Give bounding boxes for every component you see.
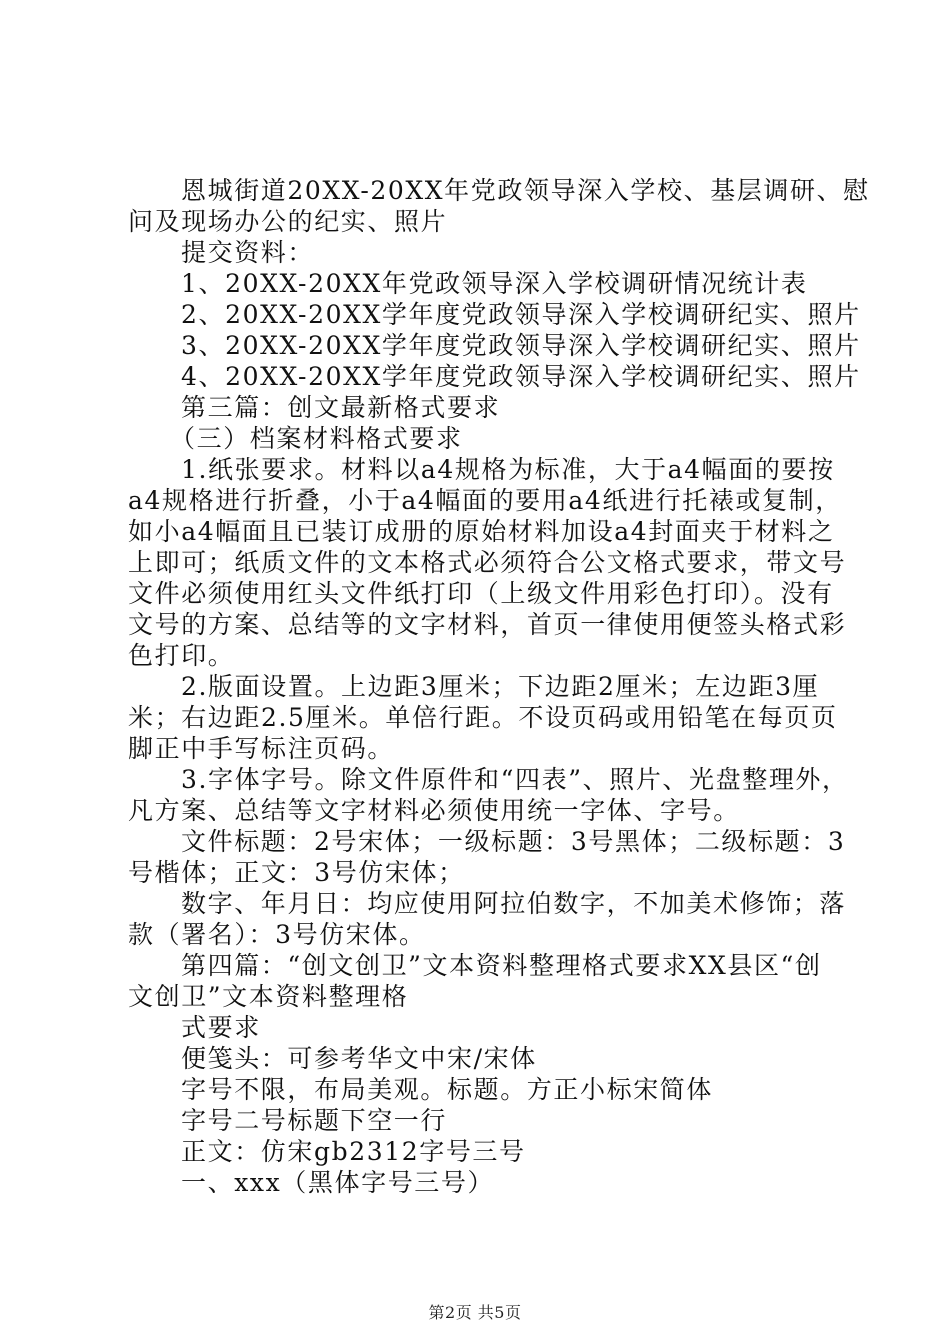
section-heading: 第四篇：“创文创卫”文本资料整理格式要求XX县区“创 (181, 951, 822, 980)
text-line: 提交资料： (181, 238, 315, 267)
text-line: 1、20XX-20XX年党政领导深入学校调研情况统计表 (181, 269, 808, 298)
text-line: 凡方案、总结等文字材料必须使用统一字体、字号。 (128, 796, 740, 825)
text-line: 便笺头：可参考华文中宋/宋体 (181, 1044, 537, 1073)
text-line: 上即可；纸质文件的文本格式必须符合公文格式要求，带文号 (128, 548, 847, 577)
text-line: 如小a4幅面且已装订成册的原始材料加设a4封面夹于材料之 (128, 517, 835, 546)
text-line: 文件必须使用红头文件纸打印（上级文件用彩色打印）。没有 (128, 579, 834, 608)
text-line: 式要求 (181, 1013, 261, 1042)
text-line: 4、20XX-20XX学年度党政领导深入学校调研纪实、照片 (181, 362, 861, 391)
text-line: 色打印。 (128, 641, 235, 670)
subsection-heading: （三）档案材料格式要求 (170, 424, 463, 453)
text-line: 2、20XX-20XX学年度党政领导深入学校调研纪实、照片 (181, 300, 861, 329)
text-line: 2.版面设置。上边距3厘米；下边距2厘米；左边距3厘 (181, 672, 820, 701)
text-line: 文号的方案、总结等的文字材料，首页一律使用便签头格式彩 (128, 610, 847, 639)
text-line: 款（署名）：3号仿宋体。 (128, 920, 426, 949)
text-line: 问及现场办公的纪实、照片 (128, 207, 448, 236)
page-number-footer: 第2页 共5页 (428, 1303, 522, 1322)
text-line: 脚正中手写标注页码。 (128, 734, 395, 763)
text-line: 一、xxx（黑体字号三号） (181, 1168, 495, 1197)
text-line: 字号二号标题下空一行 (181, 1106, 448, 1135)
text-line: 字号不限，布局美观。标题。方正小标宋简体 (181, 1075, 714, 1104)
text-line: 号楷体；正文：3号仿宋体； (128, 858, 465, 887)
section-heading: 第三篇：创文最新格式要求 (181, 393, 501, 422)
text-line: 3、20XX-20XX学年度党政领导深入学校调研纪实、照片 (181, 331, 861, 360)
text-line: 数字、年月日：均应使用阿拉伯数字，不加美术修饰；落 (181, 889, 847, 918)
text-line: a4规格进行折叠，小于a4幅面的要用a4纸进行托裱或复制， (128, 486, 842, 515)
text-line: 恩城街道20XX-20XX年党政领导深入学校、基层调研、慰 (181, 176, 870, 205)
text-line: 文件标题：2号宋体；一级标题：3号黑体；二级标题：3 (181, 827, 846, 856)
section-heading: 文创卫”文本资料整理格 (128, 982, 409, 1011)
text-line: 米；右边距2.5厘米。单倍行距。不设页码或用铅笔在每页页 (128, 703, 838, 732)
text-line: 1.纸张要求。材料以a4规格为标准，大于a4幅面的要按 (181, 455, 835, 484)
text-line: 3.字体字号。除文件原件和“四表”、照片、光盘整理外， (181, 765, 849, 794)
text-line: 正文：仿宋gb2312字号三号 (181, 1137, 526, 1166)
